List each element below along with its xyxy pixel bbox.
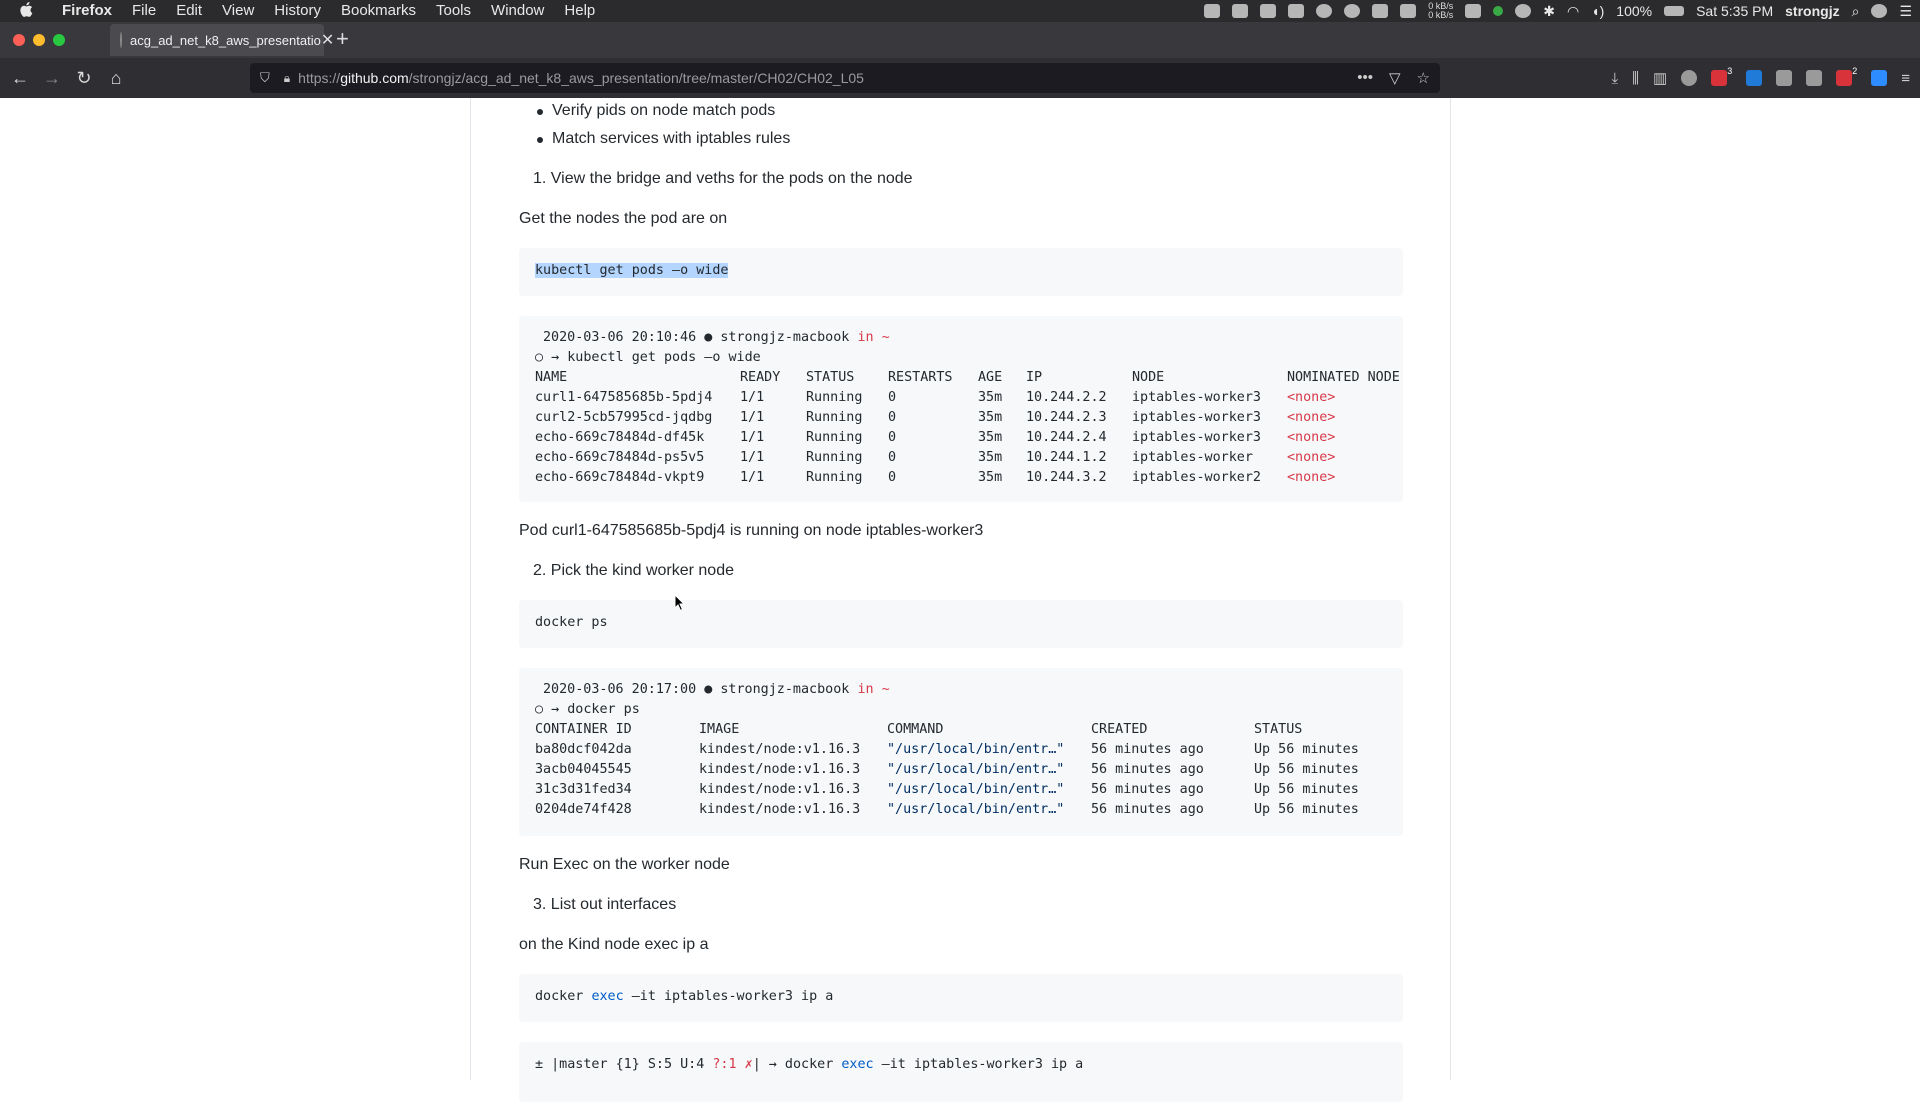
cell-name: curl2-5cb57995cd-jqdbg [535, 410, 713, 425]
account-icon[interactable] [1681, 70, 1697, 86]
cell-created: 56 minutes ago [1091, 762, 1204, 777]
terminal-output-block[interactable] [519, 316, 1403, 502]
status-tray [1204, 0, 1912, 22]
mail-icon[interactable] [1232, 4, 1248, 18]
cell-node: iptables-worker3 [1132, 410, 1261, 425]
code-token: docker [535, 989, 592, 1004]
home-button[interactable]: ⌂ [110, 67, 122, 88]
code-block[interactable] [519, 974, 1403, 1022]
col-name: NAME [535, 370, 568, 385]
terminal-output-block[interactable] [519, 668, 1403, 836]
time-machine-icon[interactable] [1515, 4, 1531, 18]
cell-container-id: 31c3d31fed34 [535, 782, 632, 797]
prompt-host: strongjz-macbook [720, 330, 850, 345]
terminal-line [535, 1057, 1083, 1072]
git-status-untracked: ?:1 ✗ [712, 1057, 753, 1072]
menu-hamburger-icon[interactable]: ≡ [1901, 69, 1910, 87]
navigation-toolbar [0, 58, 1920, 98]
pocket-icon[interactable]: ▽ [1389, 70, 1401, 87]
col-age: AGE [978, 370, 1003, 385]
cell-command: "/usr/local/bin/entr…" [887, 782, 1065, 797]
terminal-token: —it iptables-worker3 ip a [873, 1057, 1084, 1072]
cell-ip: 10.244.2.2 [1026, 390, 1107, 405]
cell-created: 56 minutes ago [1091, 742, 1204, 757]
menu-history[interactable]: History [274, 2, 321, 19]
url-text[interactable] [298, 70, 864, 86]
col-created: CREATED [1091, 722, 1148, 737]
url-path: /strongjz/acg_ad_net_k8_aws_presentation/tree/master/CH02/CH02_L05 [408, 70, 864, 86]
cell-nominated: <none> [1287, 390, 1336, 405]
message-icon[interactable] [1288, 4, 1304, 18]
cell-created: 56 minutes ago [1091, 802, 1204, 817]
list-item: Match services with iptables rules [552, 130, 791, 147]
col-ready: READY [740, 370, 781, 385]
command-line: ○ → kubectl get pods —o wide [535, 350, 761, 365]
toolbar-right [1611, 58, 1910, 98]
cell-status: Running [806, 450, 863, 465]
apple-prompt-icon: ● [704, 330, 713, 345]
terminal-output-block[interactable] [519, 1042, 1403, 1102]
page-actions-icon[interactable]: ••• [1357, 69, 1373, 86]
cell-ready: 1/1 [740, 470, 765, 485]
macos-menu-bar [0, 0, 1920, 22]
wifi-icon[interactable]: ◠ [1566, 2, 1580, 19]
col-nominated-node: NOMINATED NODE [1287, 370, 1400, 385]
cell-nominated: <none> [1287, 450, 1336, 465]
col-container-id: CONTAINER ID [535, 722, 632, 737]
cell-image: kindest/node:v1.16.3 [699, 742, 861, 757]
url-prefix: https:// [298, 70, 341, 86]
prompt-line [543, 682, 890, 697]
window-controls [13, 34, 65, 46]
cell-container-id: ba80dcf042da [535, 742, 632, 757]
col-ip: IP [1026, 370, 1043, 385]
ublock-icon[interactable] [1836, 70, 1852, 86]
cell-status: Running [806, 430, 863, 445]
tab-strip [0, 22, 1920, 58]
cell-age: 35m [978, 450, 1003, 465]
cell-ip: 10.244.2.4 [1026, 430, 1107, 445]
cell-age: 35m [978, 470, 1003, 485]
page-content [0, 98, 1920, 1080]
list-item: Verify pids on node match pods [552, 102, 776, 119]
code-text[interactable] [535, 989, 833, 1004]
grid-icon[interactable] [1465, 4, 1481, 18]
downloads-icon[interactable]: ⤓ [1611, 69, 1619, 87]
lock-icon[interactable]: 🔒︎ [283, 70, 291, 85]
menu-view[interactable]: View [222, 2, 255, 19]
col-restarts: RESTARTS [888, 370, 953, 385]
extension-mail-icon[interactable] [1776, 70, 1792, 86]
cell-command: "/usr/local/bin/entr…" [887, 762, 1065, 777]
code-text[interactable]: docker ps [535, 615, 608, 630]
prompt-dir: ~ [881, 682, 890, 697]
github-favicon-icon [120, 32, 122, 48]
menubar-clock[interactable]: Sat 5:35 PM [1696, 3, 1774, 19]
spotlight-search-icon[interactable]: ⌕ [1851, 2, 1860, 19]
code-token-exec: exec [591, 989, 624, 1004]
step-heading: 2. Pick the kind worker node [533, 562, 734, 579]
zoom-extension-icon[interactable] [1871, 70, 1887, 86]
close-window-button[interactable] [13, 34, 25, 46]
cell-node: iptables-worker3 [1132, 430, 1261, 445]
readme-article [470, 98, 1451, 1080]
col-image: IMAGE [699, 722, 740, 737]
menu-file[interactable]: File [132, 2, 157, 19]
prompt-date: 2020-03-06 20:10:46 [543, 330, 697, 345]
new-tab-button[interactable]: + [336, 26, 349, 51]
cell-name: curl1-647585685b-5pdj4 [535, 390, 713, 405]
col-status: STATUS [1254, 722, 1303, 737]
glasses-icon[interactable] [1400, 4, 1416, 18]
clock-app-icon[interactable] [1316, 4, 1332, 18]
cell-restarts: 0 [888, 470, 897, 485]
library-icon[interactable]: ⫼ [1632, 69, 1640, 87]
dropbox-icon[interactable] [1372, 4, 1388, 18]
extension-puzzle-icon[interactable] [1806, 70, 1822, 86]
url-domain: github.com [340, 70, 409, 86]
cell-container-id: 0204de74f428 [535, 802, 632, 817]
menu-app-name[interactable]: Firefox [62, 2, 113, 19]
cell-status: Running [806, 470, 863, 485]
cell-status: Running [806, 390, 863, 405]
paragraph: on the Kind node exec ip a [519, 936, 709, 953]
paragraph: Pod curl1-647585685b-5pdj4 is running on node iptables-worker3 [519, 522, 984, 539]
address-bar[interactable] [250, 63, 1440, 93]
cell-nominated: <none> [1287, 430, 1336, 445]
terminal-token-exec: exec [841, 1057, 874, 1072]
code-text[interactable]: kubectl get pods —o wide [535, 263, 729, 278]
volume-icon[interactable]: ◖) [1591, 3, 1605, 19]
menu-edit[interactable]: Edit [176, 2, 203, 19]
cell-ready: 1/1 [740, 390, 765, 405]
cell-status: Up 56 minutes [1254, 802, 1359, 817]
prompt-in: in [857, 682, 874, 697]
menu-help[interactable]: Help [564, 2, 596, 19]
cell-container-id: 3acb04045545 [535, 762, 632, 777]
cloud-icon[interactable] [1344, 4, 1360, 18]
code-block[interactable] [519, 248, 1403, 296]
command-line: ○ → docker ps [535, 702, 640, 717]
network-speed [1428, 2, 1453, 20]
notification-center-icon[interactable]: ☰ [1899, 2, 1912, 19]
tab-github[interactable] [110, 24, 335, 56]
cell-created: 56 minutes ago [1091, 782, 1204, 797]
menu-window[interactable]: Window [491, 2, 545, 19]
ublock-badge-count: 2 [1852, 66, 1858, 76]
cell-ready: 1/1 [740, 410, 765, 425]
net-up-speed: 0 kB/s [1428, 1, 1454, 11]
prompt-in: in [857, 330, 874, 345]
screen-record-icon[interactable] [1204, 4, 1220, 18]
cell-name: echo-669c78484d-vkpt9 [535, 470, 705, 485]
cell-status: Up 56 minutes [1254, 782, 1359, 797]
col-node: NODE [1132, 370, 1165, 385]
cell-restarts: 0 [888, 410, 897, 425]
bookmark-star-icon[interactable]: ☆ [1416, 70, 1430, 87]
cell-restarts: 0 [888, 450, 897, 465]
cell-image: kindest/node:v1.16.3 [699, 782, 861, 797]
cell-name: echo-669c78484d-df45k [535, 430, 705, 445]
cell-command: "/usr/local/bin/entr…" [887, 742, 1065, 757]
col-command: COMMAND [887, 722, 944, 737]
tab-title: acg_ad_net_k8_aws_presentatio [130, 32, 321, 48]
menubar-user[interactable]: strongjz [1785, 3, 1840, 19]
col-status: STATUS [806, 370, 855, 385]
tracking-shield-icon[interactable]: ⛉ [260, 70, 270, 85]
cell-status: Running [806, 410, 863, 425]
minimize-window-button[interactable] [33, 34, 45, 46]
docker-icon[interactable] [1260, 4, 1276, 18]
battery-icon[interactable] [1664, 6, 1684, 16]
apple-prompt-icon: ● [704, 682, 713, 697]
cell-ip: 10.244.2.3 [1026, 410, 1107, 425]
extension-badge-count: 3 [1727, 66, 1733, 76]
cell-ready: 1/1 [740, 450, 765, 465]
prompt-host: strongjz-macbook [720, 682, 850, 697]
code-block[interactable] [519, 600, 1403, 648]
bluetooth-icon[interactable]: ✱ [1543, 2, 1555, 19]
cell-node: iptables-worker [1132, 450, 1253, 465]
net-down-speed: 0 kB/s [1428, 10, 1454, 20]
extension-s-icon[interactable] [1746, 70, 1762, 86]
menu-bookmarks[interactable]: Bookmarks [340, 2, 416, 19]
apple-menu-icon[interactable] [0, 2, 52, 21]
step-heading: 3. List out interfaces [533, 896, 677, 913]
cell-age: 35m [978, 410, 1003, 425]
cell-name: echo-669c78484d-ps5v5 [535, 450, 705, 465]
cell-nominated: <none> [1287, 470, 1336, 485]
cell-image: kindest/node:v1.16.3 [699, 762, 861, 777]
mouse-cursor-icon [674, 594, 686, 612]
status-dot-icon [1493, 6, 1503, 16]
cell-command: "/usr/local/bin/entr…" [887, 802, 1065, 817]
tab-close-icon[interactable]: ✕ [320, 32, 335, 49]
siri-icon[interactable] [1871, 4, 1887, 18]
prompt-line [543, 330, 890, 345]
cell-restarts: 0 [888, 390, 897, 405]
address-bar-actions [1357, 69, 1430, 87]
cell-nominated: <none> [1287, 410, 1336, 425]
prompt-dir: ~ [881, 330, 890, 345]
cell-status: Up 56 minutes [1254, 762, 1359, 777]
git-status-prefix: ± |master {1} S:5 U:4 [535, 1057, 713, 1072]
cell-ready: 1/1 [740, 430, 765, 445]
extension-red-icon[interactable] [1711, 70, 1727, 86]
cell-restarts: 0 [888, 430, 897, 445]
paragraph: Get the nodes the pod are on [519, 210, 728, 227]
prompt-date: 2020-03-06 20:17:00 [543, 682, 697, 697]
cell-status: Up 56 minutes [1254, 742, 1359, 757]
step-heading: 1. View the bridge and veths for the pods on the node [533, 170, 913, 187]
reload-button[interactable]: ↻ [76, 67, 92, 88]
cell-age: 35m [978, 390, 1003, 405]
terminal-token: | → docker [752, 1057, 842, 1072]
cell-ip: 10.244.1.2 [1026, 450, 1107, 465]
cell-ip: 10.244.3.2 [1026, 470, 1107, 485]
sidebar-icon[interactable]: ▥ [1653, 70, 1668, 87]
forward-button[interactable]: → [43, 67, 61, 88]
menu-tools[interactable]: Tools [436, 2, 472, 19]
cell-node: iptables-worker3 [1132, 390, 1261, 405]
cell-image: kindest/node:v1.16.3 [699, 802, 861, 817]
paragraph: Run Exec on the worker node [519, 856, 730, 873]
code-token: —it iptables-worker3 ip a [623, 989, 834, 1004]
battery-percent[interactable]: 100% [1616, 3, 1653, 19]
zoom-window-button[interactable] [53, 34, 65, 46]
cell-node: iptables-worker2 [1132, 470, 1261, 485]
cell-age: 35m [978, 430, 1003, 445]
back-button[interactable]: ← [11, 67, 29, 88]
